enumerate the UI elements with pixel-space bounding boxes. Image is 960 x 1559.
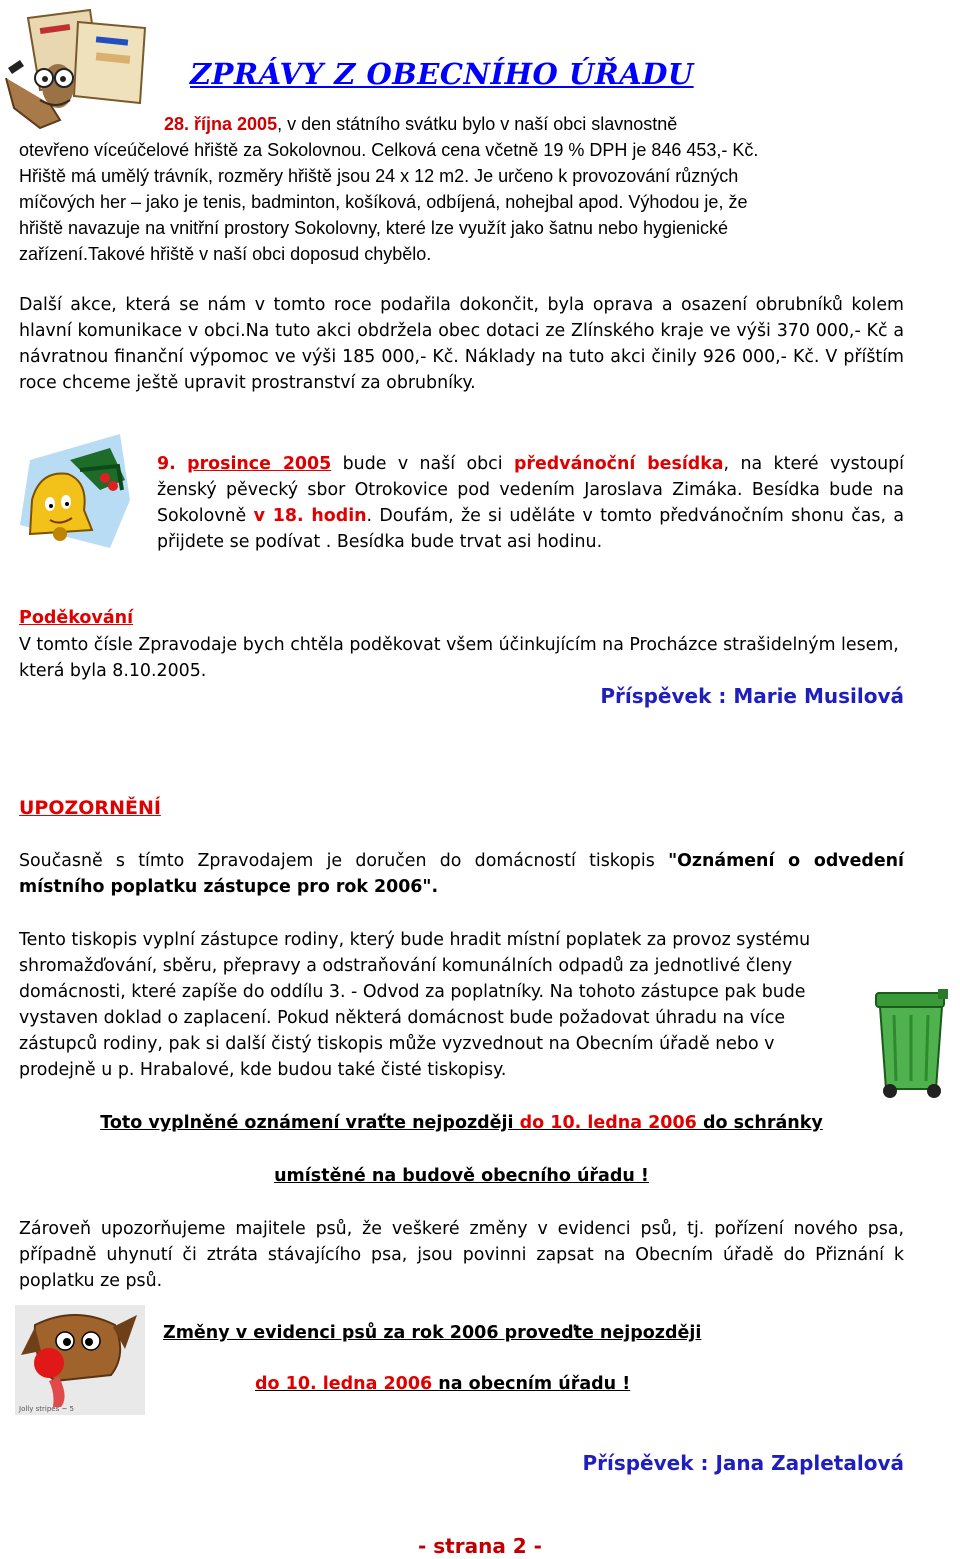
playground-line1: , v den státního svátku bylo v naší obci slavnostně (277, 114, 678, 134)
christmas-time: v 18. hodin (253, 506, 367, 526)
christmas-bell-icon (10, 430, 135, 555)
christmas-date-num: 9. (157, 454, 176, 474)
warning-paragraph-2 (19, 927, 879, 1083)
warning-p2-line: Tento tiskopis vyplní zástupce rodiny, který bude hradit místní poplatek za provoz systému (19, 930, 811, 950)
dogs-deadline-line2 (255, 1371, 630, 1397)
dog-clipart-icon (15, 1305, 145, 1415)
return-text-b: do schránky (702, 1113, 823, 1133)
page-title: ZPRÁVY Z OBECNÍHO ÚŘADU (190, 57, 694, 91)
christmas-text-1: bude v naší obci (331, 454, 514, 474)
waste-bin-icon (872, 985, 952, 1100)
warning-p1-bold: "Oznámení o odvedení místního poplatku zástupce pro rok 2006". (19, 851, 904, 897)
dogs-paragraph: Zároveň upozorňujeme majitele psů, že veškeré změny v evidenci psů, tj. pořízení nového psa, případně uhynutí či ztráta stávajícího psa, jsou povinni zapsat na Obecním úřadě do Přiznání k poplatku ze psů. (19, 1219, 904, 1291)
playground-date: 28. října 2005 (164, 114, 278, 134)
warning-p2-line: domácnosti, které zapíše do oddílu 3. - Odvod za poplatníky. Na tohoto zástupce pak bude (19, 982, 806, 1002)
christmas-event: předvánoční besídka (513, 454, 724, 474)
return-notice (19, 1110, 904, 1136)
playground-line5: hřiště navazuje na vnitřní prostory Sokolovny, které lze využít jako šatnu nebo hygienické (19, 218, 729, 238)
page-number: - strana 2 - (418, 1534, 542, 1558)
curbs-paragraph: Další akce, která se nám v tomto roce podařila dokončit, byla oprava a osazení obrubníků kolem hlavní komunikace v obci.Na tuto akci obdržela obec dotaci ze Zlínského kraje ve výši 370 000,- Kč a návratnou finanční výpomoc ve výši 185 000,- Kč. Náklady na tuto akci činily 926 000,- Kč. V příštím roce chceme ještě upravit prostranství za obrubníky. (19, 295, 904, 393)
warning-p2-line: vystaven doklad o zaplacení. Pokud některá domácnost bude požadovat úhradu na více (19, 1008, 786, 1028)
playground-line2: otevřeno víceúčelové hřiště za Sokolovnou. Celková cena včetně 19 % DPH je 846 453,- Kč. (19, 140, 759, 160)
warning-paragraph-1 (19, 848, 904, 900)
dog-caption: Jolly stripes ~ 5 (19, 1405, 74, 1413)
thanks-heading: Poděkování (19, 608, 134, 628)
thanks-text: V tomto čísle Zpravodaje bych chtěla poděkovat všem účinkujícím na Procházce strašidelným lesem, která byla 8.10.2005. (19, 635, 899, 681)
christmas-paragraph (157, 451, 904, 555)
playground-line6: zařízení.Takové hřiště v naší obci doposud chybělo. (19, 244, 432, 264)
christmas-text-2: , na které vystoupí ženský pěvecký sbor Otrokovice pod vedením Jaroslava Zimáka. Besídka bude na Sokolovně (157, 454, 905, 526)
warning-p2-line: zástupců rodiny, pak si další čistý tiskopis může vyzvednout na Obecním úřadě nebo v (19, 1034, 775, 1054)
playground-line4: míčových her – jako je tenis, badminton, košíková, odbíjená, nohejbal apod. Výhodou je, že (19, 192, 748, 212)
warning-signature: Příspěvek : Jana Zapletalová (582, 1451, 904, 1475)
warning-heading: UPOZORNĚNÍ (19, 797, 161, 819)
dogs-place: na obecním úřadu ! (438, 1374, 631, 1394)
warning-p2-line: prodejně u p. Hrabalové, kde budou také čisté tiskopisy. (19, 1060, 507, 1080)
playground-line3: Hřiště má umělý trávník, rozměry hřiště jsou 24 x 12 m2. Je určeno k provozování různých (19, 166, 739, 186)
return-notice-line2: umístěné na budově obecního úřadu ! (274, 1166, 649, 1186)
christmas-text-3: . Doufám, že si uděláte v tomto předvánočním shonu čas, a přijdete se podívat . Besídka bude trvat asi hodinu. (157, 506, 904, 552)
thanks-signature: Příspěvek : Marie Musilová (600, 684, 904, 708)
return-date: do 10. ledna 2006 (519, 1113, 703, 1133)
christmas-date-month: prosince 2005 (187, 454, 332, 474)
dogs-deadline: Změny v evidenci psů za rok 2006 proveďte nejpozději (163, 1323, 702, 1343)
playground-paragraph (19, 111, 939, 267)
dogs-date: do 10. ledna 2006 (255, 1374, 439, 1394)
return-text-a: Toto vyplněné oznámení vraťte nejpozději (100, 1113, 520, 1133)
warning-p1-start: Současně s tímto Zpravodajem je doručen do domácností tiskopis (19, 851, 669, 871)
warning-p2-line: shromažďování, sběru, přepravy a odstraňování komunálních odpadů za jednotlivé členy (19, 956, 793, 976)
